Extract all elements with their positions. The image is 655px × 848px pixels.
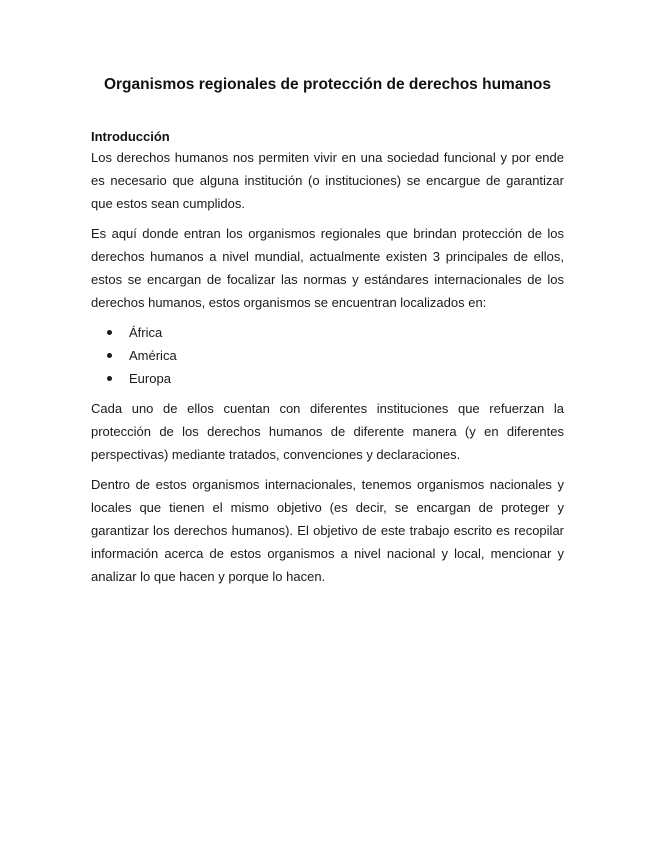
- document-body: [91, 75, 564, 588]
- list-item-africa: [91, 321, 564, 344]
- bullet-icon: [107, 376, 112, 381]
- paragraph-4: Dentro de estos organismos internacionales, tenemos organismos nacionales y locales que tienen el mismo objetivo (es decir, se encargan de proteger y garantizar los derechos humanos). El objetivo de este trabajo escrito es recopilar información acerca de estos organismos a nivel nacional y local, mencionar y analizar lo que hacen y porque lo hacen.: [91, 477, 564, 584]
- list-item-america: [91, 344, 564, 367]
- paragraph-1: Los derechos humanos nos permiten vivir en una sociedad funcional y por ende es necesario que alguna institución (o instituciones) se encargue de garantizar que estos sean cumplidos.: [91, 150, 564, 211]
- document-title: Organismos regionales de protección de derechos humanos: [103, 76, 552, 93]
- regions-list: [91, 321, 564, 390]
- section-heading-introduccion: Introducción: [91, 129, 170, 144]
- list-item-label: América: [129, 348, 177, 363]
- list-item-label: África: [129, 325, 163, 340]
- paragraph-2: Es aquí donde entran los organismos regionales que brindan protección de los derechos humanos a nivel mundial, actualmente existen 3 principales de ellos, estos se encargan de focalizar las normas y estándares internacionales de los derechos humanos, estos organismos se encuentran localizados en:: [91, 226, 564, 310]
- paragraph-3: Cada uno de ellos cuentan con diferentes instituciones que refuerzan la protección de los derechos humanos de diferente manera (y en diferentes perspectivas) mediante tratados, convenciones y declaraciones.: [91, 401, 564, 462]
- list-item-europa: [91, 367, 564, 390]
- bullet-icon: [107, 353, 112, 358]
- list-item-label: Europa: [129, 371, 171, 386]
- bullet-icon: [107, 330, 112, 335]
